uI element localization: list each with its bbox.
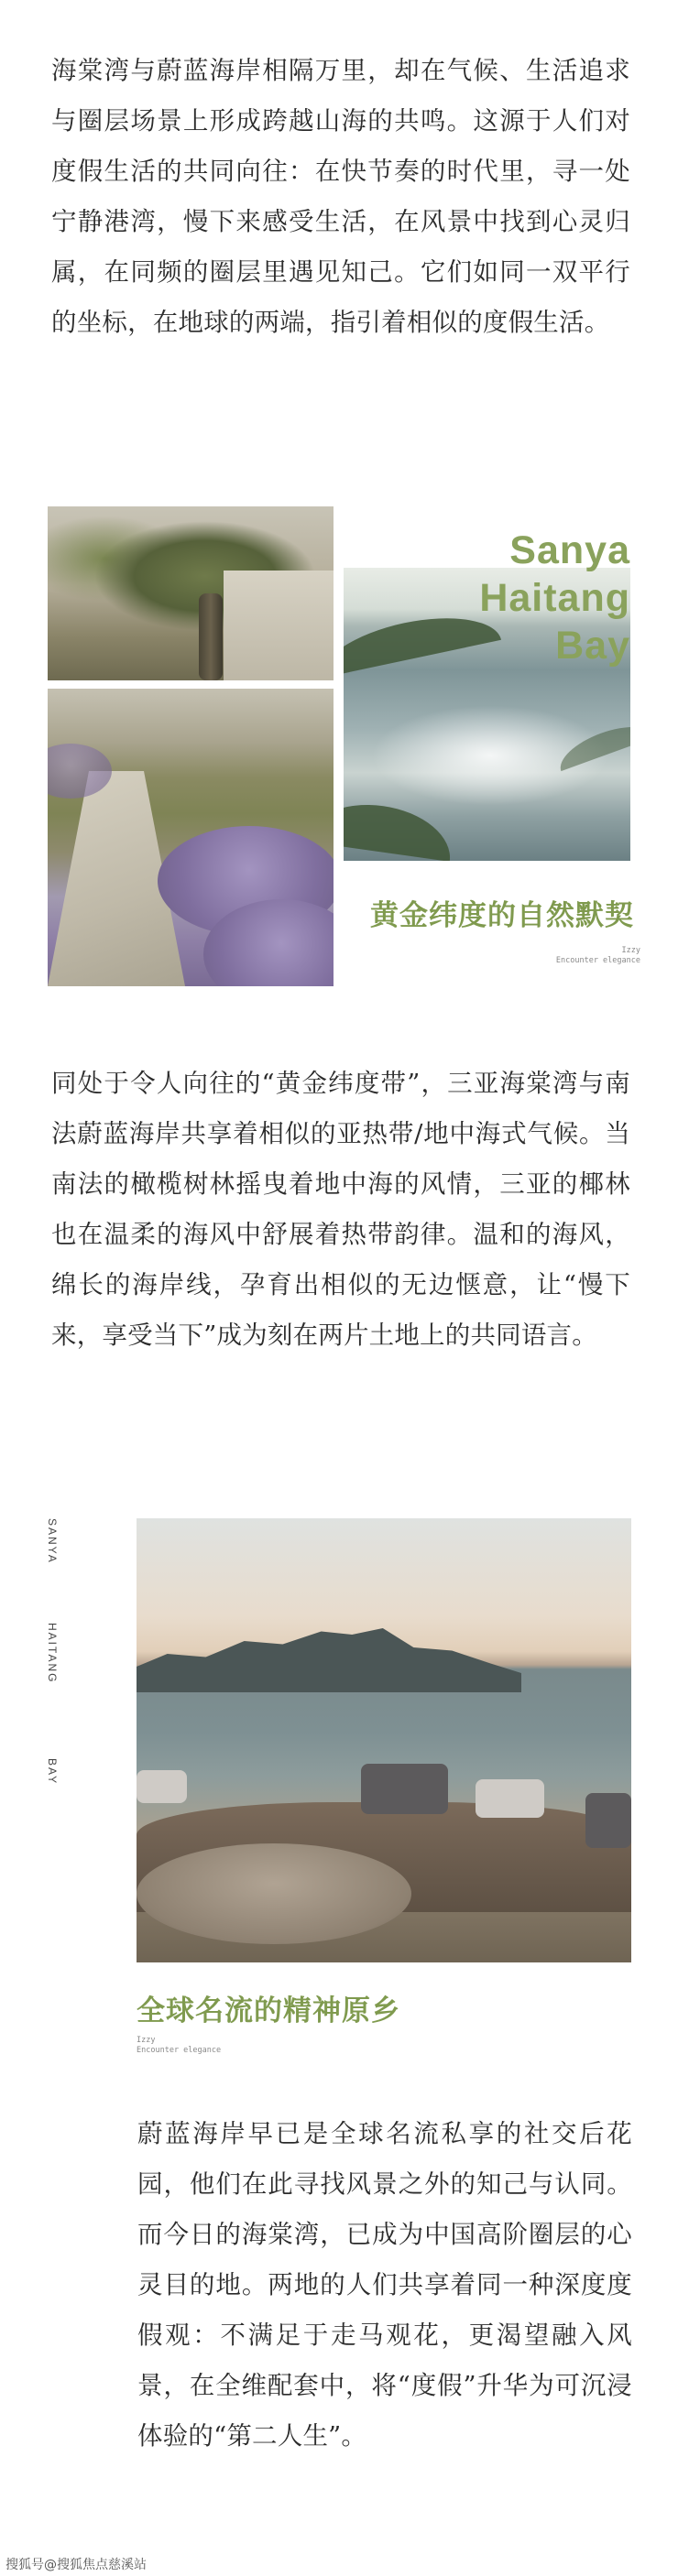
photo-table-shape <box>137 1843 411 1944</box>
lavender-path-photo <box>48 689 334 986</box>
photo-cushion-shape <box>361 1764 448 1814</box>
watermark: 搜狐号@搜狐焦点慈溪站 <box>5 2558 147 2572</box>
intro-paragraph: 海棠湾与蔚蓝海岸相隔万里，却在气候、生活追求与圈层场景上形成跨越山海的共鸣。这源于人们对度假生活的共同向往：在快节奏的时代里，寻一处宁静港湾，慢下来感受生活，在风景中找到心灵归属，在同频的圈层里遇见知己。它们如同一双平行的坐标，在地球的两端，指引着相似的度假生活。 <box>51 56 630 337</box>
photo-wall-shape <box>224 571 334 680</box>
english-title <box>429 527 630 669</box>
sunset-lounge-photo <box>137 1518 631 1962</box>
latitude-paragraph: 同处于令人向往的“黄金纬度带”，三亚海棠湾与南法蔚蓝海岸共享着相似的亚热带/地中海式气候。当南法的橄榄树林摇曳着地中海的风情，三亚的椰林也在温柔的海风中舒展着热带韵律。温和的海风，绵长的海岸线，孕育出相似的无边惬意，让“慢下来，享受当下”成为刻在两片土地上的共同语言。 <box>51 1069 630 1350</box>
tag-line: Izzy <box>137 2036 156 2045</box>
riviera-paragraph: 蔚蓝海岸早已是全球名流私享的社交后花园，他们在此寻找风景之外的知己与认同。而今日的海棠湾，已成为中国高阶圈层的心灵目的地。两地的人们共享着同一种深度度假观：不满足于走马观花，更渴望融入风景，在全维配套中，将“度假”升华为可沉浸体验的“第二人生”。 <box>137 2119 632 2451</box>
photo-island-shape <box>137 1628 521 1692</box>
photo-cushion-shape <box>137 1770 187 1803</box>
section-heading: 全球名流的精神原乡 <box>137 1994 400 2027</box>
vertical-label: BAY <box>46 1758 59 1786</box>
olive-tree-photo <box>48 506 334 680</box>
english-title-line: Haitang <box>479 576 630 620</box>
tag-line: Encounter elegance <box>555 956 640 965</box>
english-title-line: Bay <box>555 624 630 668</box>
vertical-label: SANYA <box>46 1518 59 1564</box>
section-tag <box>549 946 640 966</box>
section-tag <box>137 2036 221 2056</box>
photo-trunk-shape <box>199 593 223 680</box>
photo-cushion-shape <box>585 1793 631 1848</box>
photo-cushion-shape <box>476 1779 544 1818</box>
english-title-line: Sanya <box>509 528 630 572</box>
vertical-label: HAITANG <box>46 1623 59 1684</box>
section-heading: 黄金纬度的自然默契 <box>370 899 634 932</box>
tag-line: Izzy <box>621 946 640 955</box>
tag-line: Encounter elegance <box>137 2046 222 2055</box>
